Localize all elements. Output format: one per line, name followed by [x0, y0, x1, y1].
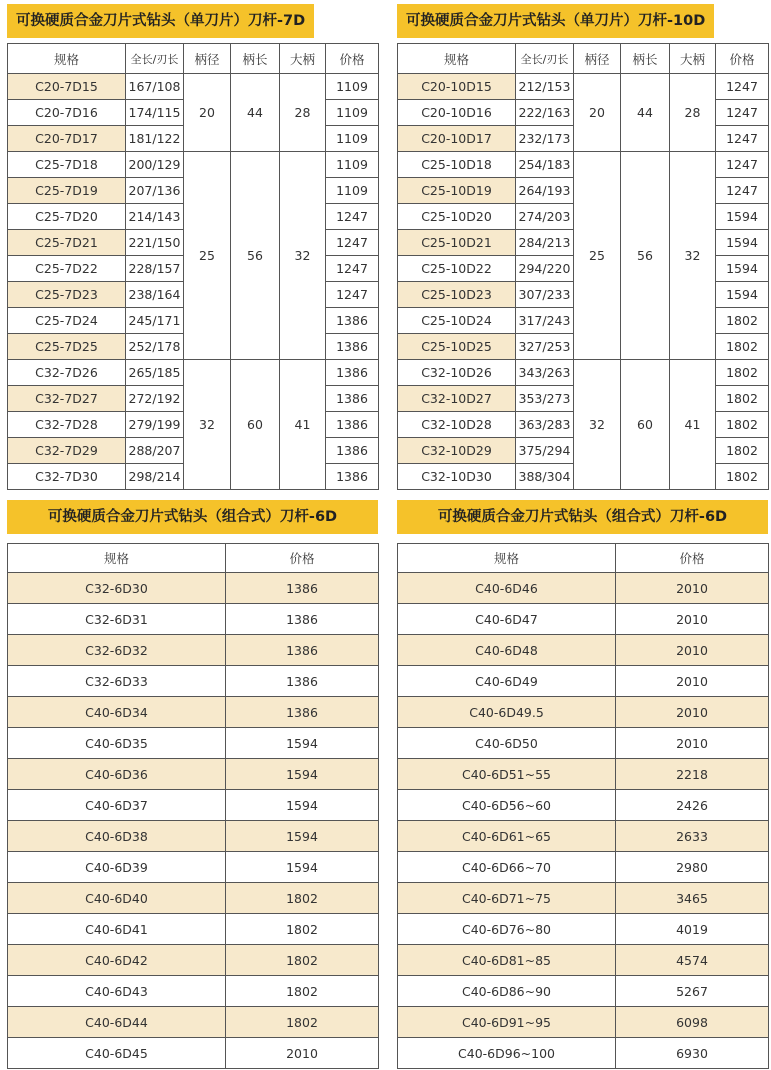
price-cell: 1802	[716, 464, 769, 490]
table-10d	[397, 43, 769, 490]
price-cell: 4574	[616, 945, 769, 976]
length-cell: 245/171	[126, 308, 184, 334]
spec-cell: C32-6D32	[8, 635, 226, 666]
price-cell: 1802	[226, 976, 379, 1007]
spec-cell: C32-10D27	[398, 386, 516, 412]
length-cell: 288/207	[126, 438, 184, 464]
spec-cell: C25-10D21	[398, 230, 516, 256]
length-cell: 307/233	[516, 282, 574, 308]
spec-cell: C40-6D56~60	[398, 790, 616, 821]
column-header: 规格	[398, 544, 616, 573]
spec-cell: C40-6D50	[398, 728, 616, 759]
table-row	[8, 728, 379, 759]
price-cell: 4019	[616, 914, 769, 945]
spec-cell: C40-6D91~95	[398, 1007, 616, 1038]
price-cell: 1594	[226, 852, 379, 883]
price-cell: 1386	[326, 438, 379, 464]
price-cell: 3465	[616, 883, 769, 914]
price-cell: 2010	[616, 635, 769, 666]
shank-dia-cell: 32	[184, 360, 231, 490]
length-cell: 294/220	[516, 256, 574, 282]
table-row	[398, 697, 769, 728]
big-shank-cell: 41	[280, 360, 326, 490]
big-shank-cell: 32	[280, 152, 326, 360]
price-cell: 1594	[226, 821, 379, 852]
length-cell: 214/143	[126, 204, 184, 230]
spec-cell: C32-6D33	[8, 666, 226, 697]
column-header: 规格	[398, 44, 516, 74]
table-row	[8, 74, 379, 100]
price-cell: 1386	[226, 604, 379, 635]
spec-cell: C40-6D43	[8, 976, 226, 1007]
length-cell: 363/283	[516, 412, 574, 438]
length-cell: 327/253	[516, 334, 574, 360]
price-cell: 1386	[226, 573, 379, 604]
price-cell: 1247	[716, 100, 769, 126]
spec-cell: C20-10D16	[398, 100, 516, 126]
table-10d-block	[397, 4, 767, 38]
length-cell: 167/108	[126, 74, 184, 100]
spec-cell: C32-7D26	[8, 360, 126, 386]
spec-cell: C32-6D31	[8, 604, 226, 635]
column-header: 规格	[8, 544, 226, 573]
column-header: 全长/刃长	[516, 44, 574, 74]
spec-cell: C40-6D37	[8, 790, 226, 821]
table-10d-title: 可换硬质合金刀片式钻头（单刀片）刀杆-10D	[397, 4, 714, 38]
length-cell: 317/243	[516, 308, 574, 334]
price-cell: 1386	[326, 308, 379, 334]
table-row	[398, 945, 769, 976]
spec-cell: C40-6D49.5	[398, 697, 616, 728]
spec-cell: C20-10D15	[398, 74, 516, 100]
spec-cell: C40-6D51~55	[398, 759, 616, 790]
length-cell: 279/199	[126, 412, 184, 438]
price-cell: 2010	[616, 604, 769, 635]
price-cell: 1802	[716, 438, 769, 464]
length-cell: 264/193	[516, 178, 574, 204]
spec-cell: C40-6D38	[8, 821, 226, 852]
price-cell: 1386	[326, 334, 379, 360]
table-6d-left-block	[7, 500, 378, 534]
big-shank-cell: 28	[280, 74, 326, 152]
price-cell: 2218	[616, 759, 769, 790]
column-header: 大柄	[280, 44, 326, 74]
length-cell: 222/163	[516, 100, 574, 126]
table-row	[398, 728, 769, 759]
length-cell: 284/213	[516, 230, 574, 256]
table-row	[8, 152, 379, 178]
price-cell: 1594	[226, 759, 379, 790]
price-cell: 2426	[616, 790, 769, 821]
big-shank-cell: 28	[670, 74, 716, 152]
price-cell: 1594	[716, 230, 769, 256]
price-cell: 1386	[326, 386, 379, 412]
spec-cell: C32-10D28	[398, 412, 516, 438]
table-6d-right	[397, 543, 769, 1069]
table-row	[8, 914, 379, 945]
spec-cell: C40-6D41	[8, 914, 226, 945]
table-row	[8, 360, 379, 386]
price-cell: 2980	[616, 852, 769, 883]
shank-len-cell: 56	[621, 152, 670, 360]
spec-cell: C25-7D18	[8, 152, 126, 178]
spec-cell: C20-7D17	[8, 126, 126, 152]
shank-dia-cell: 20	[184, 74, 231, 152]
price-cell: 1386	[226, 697, 379, 728]
table-header-row	[398, 544, 769, 573]
column-header: 柄径	[184, 44, 231, 74]
spec-cell: C32-7D28	[8, 412, 126, 438]
price-cell: 6930	[616, 1038, 769, 1069]
spec-cell: C25-10D20	[398, 204, 516, 230]
column-header: 价格	[716, 44, 769, 74]
table-row	[8, 697, 379, 728]
price-cell: 2633	[616, 821, 769, 852]
length-cell: 212/153	[516, 74, 574, 100]
price-cell: 1802	[716, 360, 769, 386]
big-shank-cell: 41	[670, 360, 716, 490]
length-cell: 228/157	[126, 256, 184, 282]
table-row	[8, 945, 379, 976]
price-cell: 1109	[326, 74, 379, 100]
price-cell: 1802	[226, 945, 379, 976]
spec-cell: C40-6D49	[398, 666, 616, 697]
table-7d-title: 可换硬质合金刀片式钻头（单刀片）刀杆-7D	[7, 4, 314, 38]
price-cell: 1594	[226, 728, 379, 759]
spec-cell: C40-6D66~70	[398, 852, 616, 883]
length-cell: 252/178	[126, 334, 184, 360]
price-cell: 2010	[616, 573, 769, 604]
shank-dia-cell: 20	[574, 74, 621, 152]
table-row	[398, 635, 769, 666]
shank-dia-cell: 32	[574, 360, 621, 490]
table-row	[8, 635, 379, 666]
spec-cell: C25-7D24	[8, 308, 126, 334]
spec-cell: C32-7D30	[8, 464, 126, 490]
spec-cell: C25-10D23	[398, 282, 516, 308]
length-cell: 274/203	[516, 204, 574, 230]
table-row	[398, 666, 769, 697]
table-header-row	[8, 544, 379, 573]
table-row	[8, 666, 379, 697]
column-header: 全长/刃长	[126, 44, 184, 74]
price-cell: 1109	[326, 126, 379, 152]
length-cell: 238/164	[126, 282, 184, 308]
length-cell: 181/122	[126, 126, 184, 152]
spec-cell: C32-6D30	[8, 573, 226, 604]
price-cell: 1109	[326, 178, 379, 204]
price-cell: 1594	[226, 790, 379, 821]
table-row	[398, 74, 769, 100]
spec-cell: C32-10D26	[398, 360, 516, 386]
spec-cell: C25-10D25	[398, 334, 516, 360]
price-cell: 2010	[616, 666, 769, 697]
price-cell: 1109	[326, 100, 379, 126]
length-cell: 174/115	[126, 100, 184, 126]
table-row	[398, 1007, 769, 1038]
table-row	[398, 914, 769, 945]
table-row	[398, 573, 769, 604]
length-cell: 265/185	[126, 360, 184, 386]
price-cell: 1802	[716, 386, 769, 412]
table-header-row	[398, 44, 769, 74]
length-cell: 232/173	[516, 126, 574, 152]
spec-cell: C40-6D76~80	[398, 914, 616, 945]
spec-cell: C25-10D22	[398, 256, 516, 282]
table-row	[398, 759, 769, 790]
table-row	[8, 1007, 379, 1038]
spec-cell: C32-7D29	[8, 438, 126, 464]
spec-cell: C40-6D71~75	[398, 883, 616, 914]
price-cell: 1802	[716, 334, 769, 360]
price-cell: 1802	[716, 412, 769, 438]
table-6d-right-title: 可换硬质合金刀片式钻头（组合式）刀杆-6D	[397, 500, 768, 534]
spec-cell: C25-7D21	[8, 230, 126, 256]
price-cell: 2010	[226, 1038, 379, 1069]
price-cell: 1386	[226, 635, 379, 666]
spec-cell: C40-6D46	[398, 573, 616, 604]
spec-cell: C20-10D17	[398, 126, 516, 152]
price-cell: 1594	[716, 204, 769, 230]
shank-dia-cell: 25	[574, 152, 621, 360]
shank-len-cell: 60	[231, 360, 280, 490]
spec-cell: C25-10D18	[398, 152, 516, 178]
table-row	[398, 883, 769, 914]
price-cell: 6098	[616, 1007, 769, 1038]
table-header-row	[8, 44, 379, 74]
spec-cell: C25-7D20	[8, 204, 126, 230]
length-cell: 388/304	[516, 464, 574, 490]
shank-dia-cell: 25	[184, 152, 231, 360]
length-cell: 298/214	[126, 464, 184, 490]
length-cell: 254/183	[516, 152, 574, 178]
length-cell: 221/150	[126, 230, 184, 256]
spec-cell: C40-6D39	[8, 852, 226, 883]
price-cell: 1594	[716, 282, 769, 308]
column-header: 柄长	[231, 44, 280, 74]
length-cell: 343/263	[516, 360, 574, 386]
table-row	[398, 152, 769, 178]
table-6d-left	[7, 543, 379, 1069]
length-cell: 200/129	[126, 152, 184, 178]
table-row	[8, 821, 379, 852]
price-cell: 1247	[716, 178, 769, 204]
price-cell: 1802	[226, 914, 379, 945]
spec-cell: C20-7D16	[8, 100, 126, 126]
spec-cell: C20-7D15	[8, 74, 126, 100]
length-cell: 375/294	[516, 438, 574, 464]
price-cell: 1386	[326, 360, 379, 386]
spec-cell: C40-6D61~65	[398, 821, 616, 852]
table-row	[398, 1038, 769, 1069]
spec-cell: C40-6D34	[8, 697, 226, 728]
table-6d-left-title: 可换硬质合金刀片式钻头（组合式）刀杆-6D	[7, 500, 378, 534]
shank-len-cell: 60	[621, 360, 670, 490]
spec-cell: C40-6D44	[8, 1007, 226, 1038]
table-row	[8, 573, 379, 604]
price-cell: 1247	[326, 204, 379, 230]
spec-cell: C25-10D24	[398, 308, 516, 334]
spec-cell: C40-6D81~85	[398, 945, 616, 976]
price-cell: 1594	[716, 256, 769, 282]
spec-cell: C25-7D23	[8, 282, 126, 308]
price-cell: 1247	[716, 152, 769, 178]
column-header: 价格	[616, 544, 769, 573]
column-header: 价格	[326, 44, 379, 74]
table-6d-right-block	[397, 500, 768, 534]
table-row	[398, 604, 769, 635]
spec-cell: C40-6D86~90	[398, 976, 616, 1007]
table-row	[8, 1038, 379, 1069]
price-cell: 1802	[716, 308, 769, 334]
spec-cell: C32-7D27	[8, 386, 126, 412]
spec-cell: C40-6D40	[8, 883, 226, 914]
spec-cell: C25-7D25	[8, 334, 126, 360]
spec-cell: C25-10D19	[398, 178, 516, 204]
table-row	[8, 759, 379, 790]
price-cell: 1247	[326, 230, 379, 256]
spec-cell: C40-6D35	[8, 728, 226, 759]
spec-cell: C32-10D30	[398, 464, 516, 490]
price-cell: 1247	[326, 282, 379, 308]
price-cell: 1109	[326, 152, 379, 178]
length-cell: 207/136	[126, 178, 184, 204]
price-cell: 2010	[616, 728, 769, 759]
table-row	[8, 852, 379, 883]
shank-len-cell: 56	[231, 152, 280, 360]
spec-cell: C32-10D29	[398, 438, 516, 464]
price-cell: 1802	[226, 1007, 379, 1038]
table-row	[398, 360, 769, 386]
price-cell: 1386	[326, 412, 379, 438]
table-row	[8, 883, 379, 914]
spec-cell: C25-7D19	[8, 178, 126, 204]
spec-cell: C40-6D96~100	[398, 1038, 616, 1069]
table-7d-block	[7, 4, 377, 38]
length-cell: 353/273	[516, 386, 574, 412]
price-cell: 1386	[326, 464, 379, 490]
price-cell: 1247	[716, 126, 769, 152]
table-row	[398, 852, 769, 883]
price-cell: 2010	[616, 697, 769, 728]
shank-len-cell: 44	[231, 74, 280, 152]
table-row	[8, 604, 379, 635]
column-header: 规格	[8, 44, 126, 74]
price-cell: 1247	[716, 74, 769, 100]
price-cell: 1247	[326, 256, 379, 282]
spec-cell: C40-6D45	[8, 1038, 226, 1069]
table-7d	[7, 43, 379, 490]
column-header: 价格	[226, 544, 379, 573]
table-row	[398, 821, 769, 852]
table-row	[398, 790, 769, 821]
table-row	[8, 790, 379, 821]
table-row	[398, 976, 769, 1007]
big-shank-cell: 32	[670, 152, 716, 360]
price-cell: 5267	[616, 976, 769, 1007]
column-header: 大柄	[670, 44, 716, 74]
column-header: 柄长	[621, 44, 670, 74]
spec-cell: C40-6D47	[398, 604, 616, 635]
spec-cell: C40-6D42	[8, 945, 226, 976]
spec-cell: C25-7D22	[8, 256, 126, 282]
spec-cell: C40-6D36	[8, 759, 226, 790]
table-row	[8, 976, 379, 1007]
spec-cell: C40-6D48	[398, 635, 616, 666]
shank-len-cell: 44	[621, 74, 670, 152]
column-header: 柄径	[574, 44, 621, 74]
price-cell: 1802	[226, 883, 379, 914]
length-cell: 272/192	[126, 386, 184, 412]
price-cell: 1386	[226, 666, 379, 697]
